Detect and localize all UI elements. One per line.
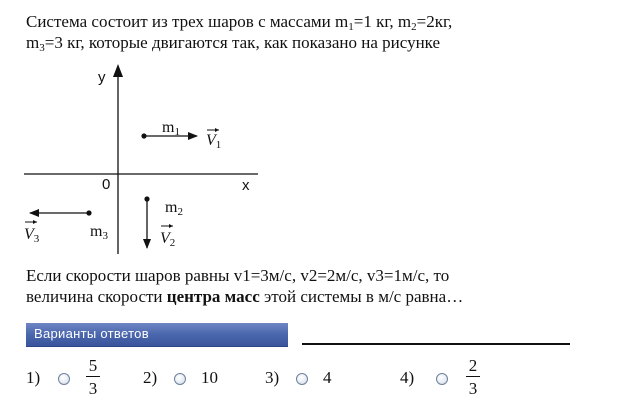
answer-option-1[interactable]: [26, 355, 106, 405]
fraction-denominator: 3: [468, 379, 478, 398]
mass1-label: m1: [162, 119, 180, 138]
velocity2-label: V2: [160, 230, 176, 249]
question-line-1-part: Система состоит из трех шаров с массами m: [26, 12, 349, 31]
question-line-1-part: =1 кг, m: [353, 12, 412, 31]
question-line-1-part: =2кг,: [416, 12, 453, 31]
option-fraction: [466, 356, 480, 398]
m1-subscript: 1: [348, 21, 354, 33]
fraction-bar: [466, 376, 480, 377]
x-axis-label: x: [242, 177, 250, 194]
answers-header: [26, 323, 288, 347]
answer-radio-2[interactable]: [174, 373, 186, 385]
y-axis-arrow-icon: [113, 64, 123, 77]
answer-option-2[interactable]: [143, 355, 233, 405]
question-text-top: [26, 11, 452, 53]
mass3-label: m3: [90, 223, 108, 242]
center-of-mass-emphasis: центра масс: [166, 287, 260, 306]
answer-divider-line: [302, 343, 570, 345]
velocity2-vector-tip-icon: [169, 224, 173, 228]
m3-subscript: 3: [39, 42, 45, 54]
fraction-numerator: 5: [88, 356, 98, 375]
answers-header-label: Варианты ответов: [34, 326, 149, 341]
velocity3-label: V3: [24, 226, 40, 245]
question-line-4-part: этой системы в м/с равна…: [259, 287, 464, 306]
answer-option-4[interactable]: [400, 355, 490, 405]
y-axis-label: y: [98, 69, 106, 86]
answer-radio-3[interactable]: [296, 373, 308, 385]
question-line-4-part: величина скорости: [26, 287, 167, 306]
fraction-bar: [86, 376, 100, 377]
fraction-numerator: 2: [468, 356, 478, 375]
velocity3-vector-tip-icon: [33, 220, 37, 224]
question-line-2-part: =3 кг, которые двигаются так, как показано на рисунке: [44, 33, 441, 52]
answer-option-3[interactable]: [265, 355, 355, 405]
origin-label: 0: [102, 176, 111, 193]
answer-radio-1[interactable]: [58, 373, 70, 385]
question-line-1: [26, 11, 452, 32]
question-line-3: Если скорости шаров равны v1=3м/с, v2=2м/с, v3=1м/с, то: [26, 266, 450, 285]
m2-subscript: 2: [411, 21, 417, 33]
answer-radio-4[interactable]: [436, 373, 448, 385]
option-number: 3): [265, 368, 280, 387]
motion-diagram-svg: [22, 58, 268, 264]
motion-diagram: [22, 58, 268, 264]
fraction-denominator: 3: [88, 379, 98, 398]
option-number: 2): [143, 368, 158, 387]
velocity1-label: V1: [206, 132, 222, 151]
question-text-bottom: [26, 265, 463, 307]
option-number: 1): [26, 368, 41, 387]
option-number: 4): [400, 368, 415, 387]
question-line-2: [26, 32, 452, 53]
option-value: 4: [323, 368, 332, 387]
option-value: 10: [201, 368, 218, 387]
question-line-2-part: m: [26, 33, 40, 52]
question-line-4: [26, 286, 463, 307]
option-fraction: [86, 356, 100, 398]
mass2-label: m2: [165, 199, 183, 218]
